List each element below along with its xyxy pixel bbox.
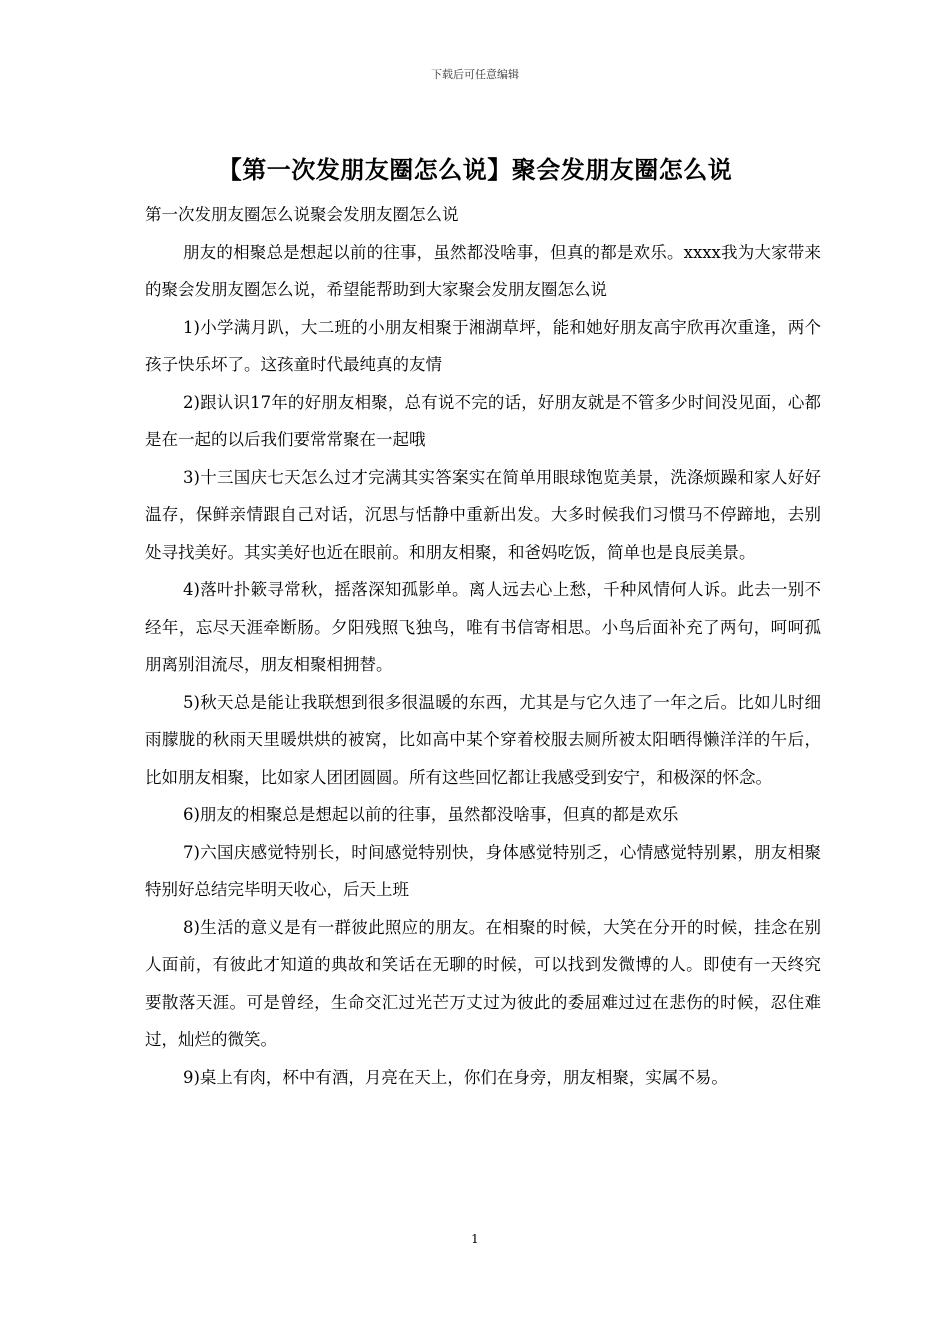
- paragraph-2: 2)跟认识17年的好朋友相聚，总有说不完的话，好朋友就是不管多少时间没见面，心都是在一起的以后我们要常常聚在一起哦: [145, 392, 821, 449]
- document-body: [145, 196, 821, 1096]
- page-header: 下载后可任意编辑: [431, 68, 519, 81]
- paragraph-8: 8)生活的意义是有一群彼此照应的朋友。在相聚的时候，大笑在分开的时候，挂念在别人面前，有彼此才知道的典故和笑话在无聊的时候，可以找到发微博的人。即使有一天终究要散落天涯。可是曾经，生命交汇过光芒万丈过为彼此的委屈难过过在悲伤的时候，忍住难过，灿烂的微笑。: [145, 917, 821, 1049]
- paragraph-5: 5)秋天总是能让我联想到很多很温暖的东西，尤其是与它久违了一年之后。比如儿时细雨朦胧的秋雨天里暖烘烘的被窝，比如高中某个穿着校服去厕所被太阳晒得懒洋洋的午后，比如朋友相聚，比如家人团团圆圆。所有这些回忆都让我感受到安宁，和极深的怀念。: [145, 692, 821, 787]
- document-subtitle: 第一次发朋友圈怎么说聚会发朋友圈怎么说: [145, 205, 459, 224]
- paragraph-3: 3)十三国庆七天怎么过才完满其实答案实在简单用眼球饱览美景，洗涤烦躁和家人好好温存，保鲜亲情跟自己对话，沉思与恬静中重新出发。大多时候我们习惯马不停蹄地，去别处寻找美好。其实美好也近在眼前。和朋友相聚，和爸妈吃饭，简单也是良辰美景。: [145, 467, 821, 562]
- document-title: 【第一次发朋友圈怎么说】聚会发朋友圈怎么说: [217, 156, 733, 184]
- paragraph-4: 4)落叶扑簌寻常秋，摇落深知孤影单。离人远去心上愁，千种风情何人诉。此去一别不经年，忘尽天涯牵断肠。夕阳残照飞独鸟，唯有书信寄相思。小鸟后面补充了两句，呵呵孤朋离别泪流尽，朋友相聚相拥替。: [145, 580, 821, 674]
- paragraph-9: 9)桌上有肉，杯中有酒，月亮在天上，你们在身旁，朋友相聚，实属不易。: [183, 1067, 728, 1087]
- page-number: 1: [471, 1232, 479, 1246]
- paragraph-7: 7)六国庆感觉特别长，时间感觉特别快，身体感觉特别乏，心情感觉特别累，朋友相聚特别好总结完毕明天收心，后天上班: [145, 842, 821, 899]
- paragraph-1: 1)小学满月趴，大二班的小朋友相聚于湘湖草坪，能和她好朋友高宇欣再次重逢，两个孩子快乐坏了。这孩童时代最纯真的友情: [145, 317, 821, 374]
- paragraph-intro: 朋友的相聚总是想起以前的往事，虽然都没啥事，但真的都是欢乐。xxxx我为大家带来的聚会发朋友圈怎么说，希望能帮助到大家聚会发朋友圈怎么说: [145, 242, 821, 299]
- paragraph-6: 6)朋友的相聚总是想起以前的往事，虽然都没啥事，但真的都是欢乐: [183, 805, 679, 824]
